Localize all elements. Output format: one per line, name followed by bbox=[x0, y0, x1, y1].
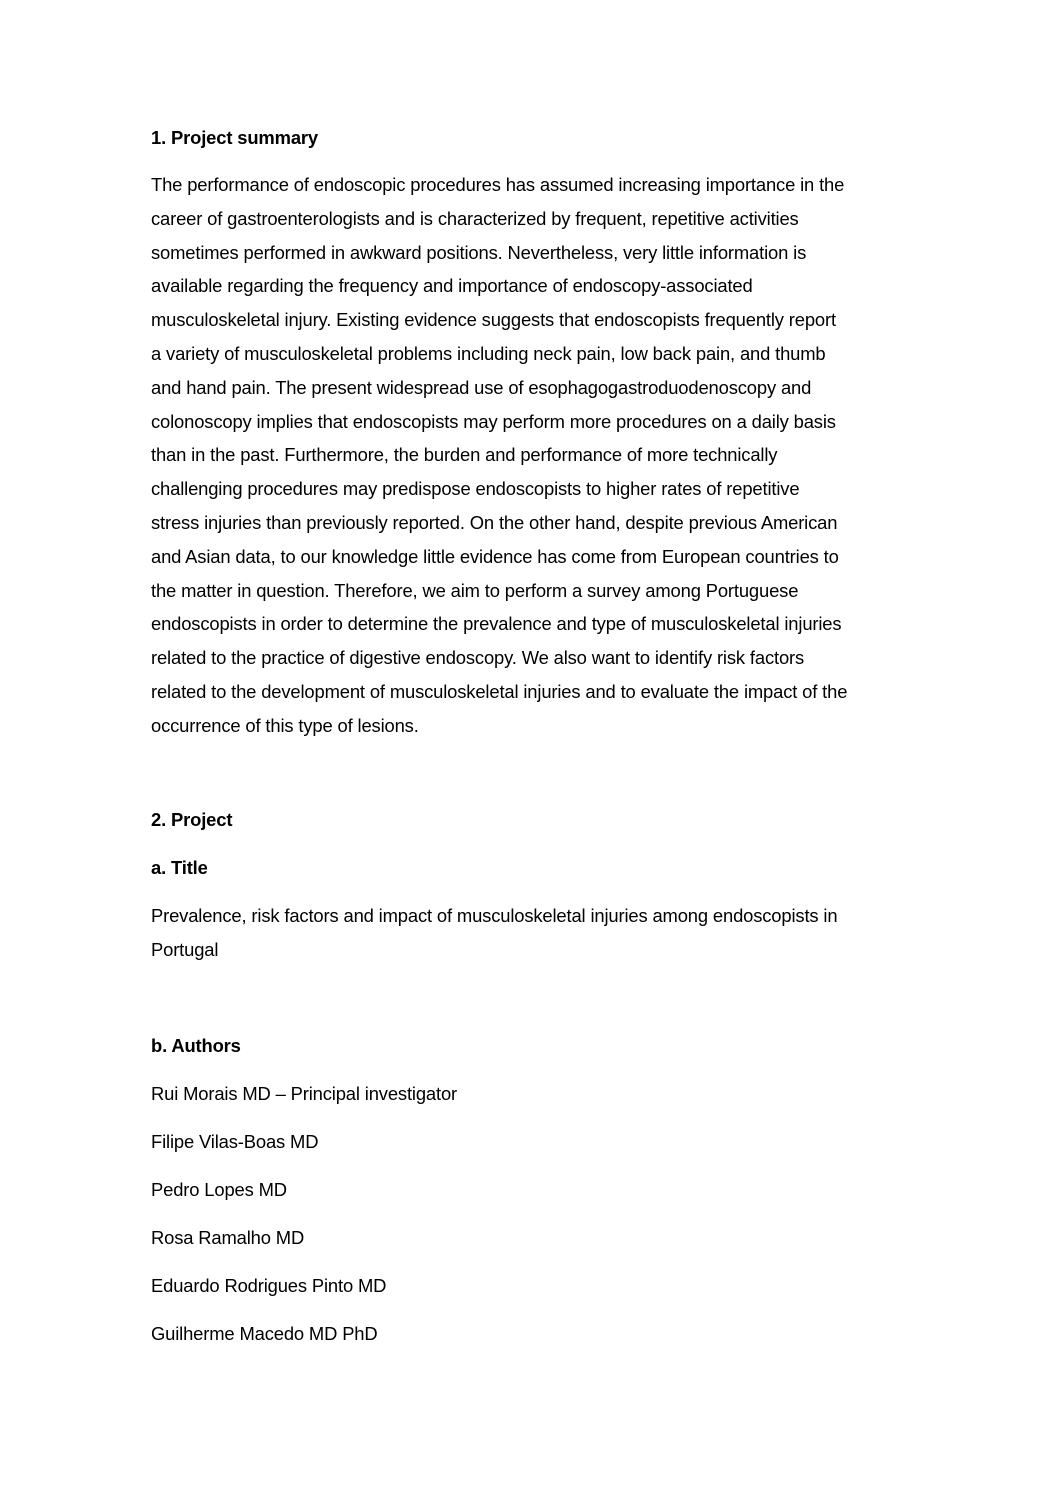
author-name: Eduardo Rodrigues Pinto MD bbox=[151, 1275, 387, 1296]
summary-line: and Asian data, to our knowledge little evidence has come from European countries to bbox=[151, 545, 839, 567]
section-heading-project-summary: 1. Project summary bbox=[151, 127, 318, 148]
author-name: Pedro Lopes MD bbox=[151, 1179, 287, 1200]
summary-line: than in the past. Furthermore, the burden and performance of more technically bbox=[151, 444, 778, 466]
project-summary-paragraph bbox=[151, 168, 911, 743]
summary-line: and hand pain. The present widespread use of esophagogastroduodenoscopy and bbox=[151, 376, 812, 398]
summary-line: sometimes performed in awkward positions. Nevertheless, very little information is bbox=[151, 241, 807, 263]
subheading-title: a. Title bbox=[151, 857, 208, 878]
author-name: Rui Morais MD – Principal investigator bbox=[151, 1083, 458, 1104]
summary-line: musculoskeletal injury. Existing evidence suggests that endoscopists frequently report bbox=[151, 309, 836, 331]
author-name: Rosa Ramalho MD bbox=[151, 1227, 305, 1248]
author-name: Guilherme Macedo MD PhD bbox=[151, 1323, 378, 1344]
summary-line: related to the development of musculoskeletal injuries and to evaluate the impact of the bbox=[151, 680, 848, 702]
summary-line: occurrence of this type of lesions. bbox=[151, 714, 419, 736]
project-title-line: Prevalence, risk factors and impact of musculoskeletal injuries among endoscopists in bbox=[151, 905, 838, 926]
summary-line: career of gastroenterologists and is characterized by frequent, repetitive activities bbox=[151, 207, 799, 229]
subheading-authors: b. Authors bbox=[151, 1035, 241, 1056]
project-title-paragraph bbox=[151, 899, 911, 967]
summary-line: related to the practice of digestive endoscopy. We also want to identify risk factors bbox=[151, 647, 805, 669]
summary-line: colonoscopy implies that endoscopists may perform more procedures on a daily basis bbox=[151, 410, 836, 432]
summary-line: stress injuries than previously reported. On the other hand, despite previous American bbox=[151, 511, 838, 533]
summary-line: endoscopists in order to determine the prevalence and type of musculoskeletal injuries bbox=[151, 613, 842, 635]
summary-line: the matter in question. Therefore, we aim to perform a survey among Portuguese bbox=[151, 579, 799, 601]
summary-line: The performance of endoscopic procedures has assumed increasing importance in the bbox=[151, 174, 845, 195]
summary-line: challenging procedures may predispose endoscopists to higher rates of repetitive bbox=[151, 478, 800, 500]
summary-line: available regarding the frequency and importance of endoscopy-associated bbox=[151, 275, 753, 297]
project-title-line: Portugal bbox=[151, 938, 219, 960]
author-name: Filipe Vilas-Boas MD bbox=[151, 1131, 319, 1152]
summary-line: a variety of musculoskeletal problems including neck pain, low back pain, and thumb bbox=[151, 342, 826, 364]
section-heading-project: 2. Project bbox=[151, 809, 233, 830]
